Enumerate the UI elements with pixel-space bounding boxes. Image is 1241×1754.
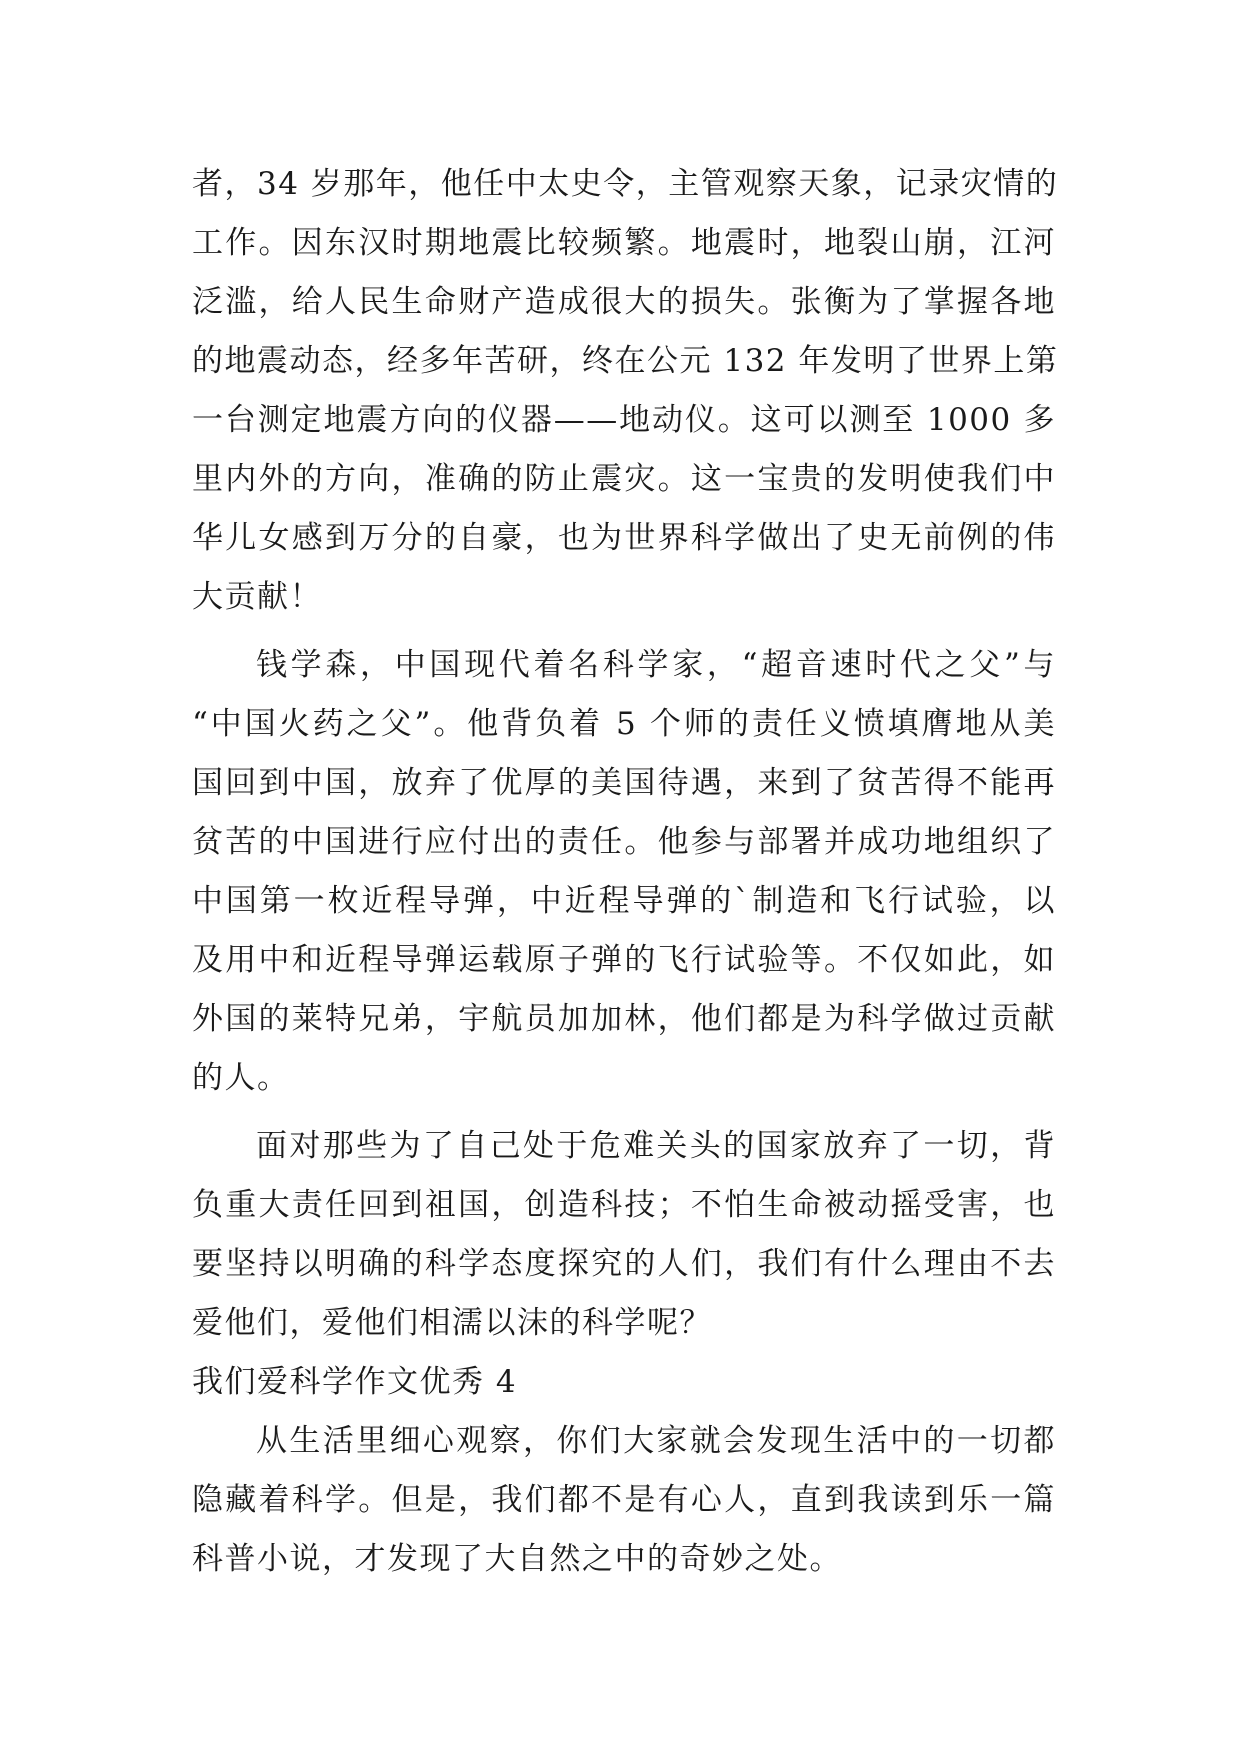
text-line: 科普小说，才发现了大自然之中的奇妙之处。	[192, 1541, 842, 1577]
text-line: 及用中和近程导弹运载原子弹的飞行试验等。不仅如此，如	[192, 942, 1056, 978]
paragraph-zhang-heng	[192, 155, 1059, 627]
document-body	[192, 155, 1059, 1589]
text-line: 要坚持以明确的科学态度探究的人们，我们有什么理由不去	[192, 1246, 1056, 1282]
text-line: 的人。	[192, 1060, 290, 1096]
paragraph-conclusion	[192, 1117, 1056, 1353]
text-line: 外国的莱特兄弟，宇航员加加林，他们都是为科学做过贡献	[192, 1001, 1056, 1037]
text-line: “中国火药之父”。他背负着 5 个师的责任义愤填膺地从美	[192, 706, 1056, 742]
text-line: 一台测定地震方向的仪器——地动仪。这可以测至 1000 多	[192, 402, 1056, 438]
paragraph-gap	[192, 1108, 1056, 1117]
text-line: 者，34 岁那年，他任中太史令，主管观察天象，记录灾情的	[192, 166, 1059, 202]
text-line: 的地震动态，经多年苦研，终在公元 132 年发明了世界上第	[192, 343, 1059, 379]
paragraph-observation	[192, 1412, 1056, 1589]
text-line: 钱学森，中国现代着名科学家，“超音速时代之父”与	[256, 647, 1056, 683]
text-line: 里内外的方向，准确的防止震灾。这一宝贵的发明使我们中	[192, 461, 1056, 497]
text-line: 中国第一枚近程导弹，中近程导弹的`制造和飞行试验，以	[192, 883, 1056, 919]
text-line: 国回到中国，放弃了优厚的美国待遇，来到了贫苦得不能再	[192, 765, 1056, 801]
text-line: 大贡献！	[192, 579, 322, 615]
text-line: 贫苦的中国进行应付出的责任。他参与部署并成功地组织了	[192, 824, 1056, 860]
text-line: 工作。因东汉时期地震比较频繁。地震时，地裂山崩，江河	[192, 225, 1056, 261]
paragraph-gap	[192, 627, 1056, 636]
text-line: 隐藏着科学。但是，我们都不是有心人，直到我读到乐一篇	[192, 1482, 1056, 1518]
text-line: 负重大责任回到祖国，创造科技；不怕生命被动摇受害，也	[192, 1187, 1056, 1223]
section-heading: 我们爱科学作文优秀 4	[192, 1364, 518, 1400]
text-line: 华儿女感到万分的自豪，也为世界科学做出了史无前例的伟	[192, 520, 1056, 556]
text-line: 爱他们，爱他们相濡以沫的科学呢？	[192, 1305, 712, 1341]
text-line: 面对那些为了自己处于危难关头的国家放弃了一切，背	[256, 1128, 1056, 1164]
paragraph-qian-xuesen	[192, 636, 1056, 1108]
text-line: 从生活里细心观察，你们大家就会发现生活中的一切都	[256, 1423, 1056, 1459]
text-line: 泛滥，给人民生命财产造成很大的损失。张衡为了掌握各地	[192, 284, 1056, 320]
